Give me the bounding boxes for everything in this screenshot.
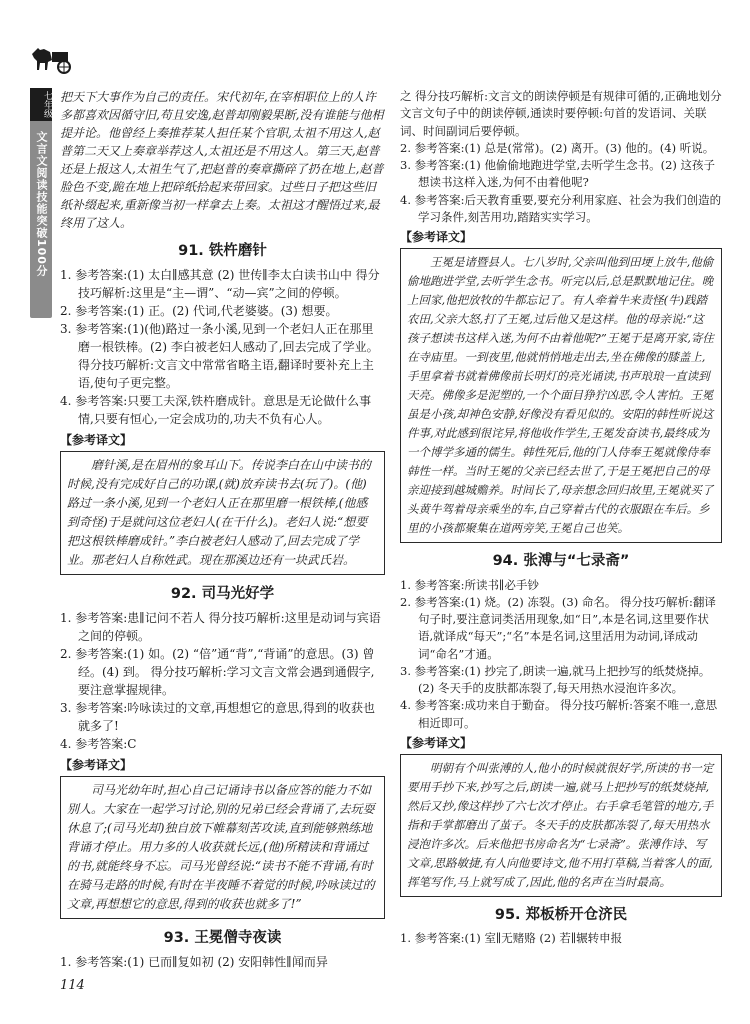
section-92-title: 92. 司马光好学 xyxy=(170,586,275,602)
answer-item: 4. 参考答案:只要工夫深,铁杵磨成针。意思是无论做什么事情,只要有恒心,一定会成功的,功夫不负有心人。 xyxy=(60,394,372,426)
series-title: 文言文阅读技能突破100分 xyxy=(35,131,48,277)
answer-item: 4. 参考答案:成功来自于勤奋。 得分技巧解析:答案不唯一,意思相近即可。 xyxy=(400,698,718,730)
grade-label: 七年级 xyxy=(30,88,52,121)
horse-carriage-logo-icon xyxy=(30,40,74,76)
translation-label: 【参考译文】 xyxy=(400,230,473,244)
section-91-title: 91. 铁杵磨针 xyxy=(178,243,267,259)
answer-item: 1. 参考答案:患∥记问不若人 得分技巧解析:这里是动词与宾语之间的停顿。 xyxy=(60,611,381,643)
translation-box: 王冕是诸暨县人。七八岁时,父亲叫他到田埂上放牛,他偷偷地跑进学堂,去听学生念书。听完以后,总是默默地记住。晚上回家,他把放牧的牛都忘记了。有人牵着牛来责怪(牛)践踏农田,父亲大怒,打了王冕,过后他又是这样。他的母亲说:“这孩子想读书这样入迷,为何不由着他呢?”王冕于是离开家,寄住在寺庙里。一到夜里,他就悄悄地走出去,坐在佛像的膝盖上,手里拿着书就着佛像前长明灯的亮光诵读,书声琅琅一直读到天亮。佛像多是泥塑的,一个个面目狰狞凶恶,令人害怕。王冕虽是小孩,却神色安静,好像没有看见似的。安阳的韩性听说这件事,对此感到很诧异,将他收作学生,王冕发奋读书,最终成为一个博学多通的儒生。韩性死后,他的门人侍奉王冕就像侍奉韩性一样。当时王冕的父亲已经去世了,于是王冕把自己的母亲迎接到越城赡养。时间长了,母亲想念回归故里,王冕就买了头黄牛驾着母亲乘坐的车,自己穿着古代的衣服跟在车后。乡里的小孩都聚集在道两旁笑,王冕自己也笑。 xyxy=(400,248,722,543)
answer-item: 4. 参考答案:后天教育重要,要充分利用家庭、社会为我们创造的学习条件,刻苦用功,踏踏实实学习。 xyxy=(400,192,722,224)
translation-label: 【参考译文】 xyxy=(400,735,473,750)
section-93-title: 93. 王冕僧寺夜读 xyxy=(163,930,282,946)
right-column xyxy=(400,88,722,948)
answer-item: 3. 参考答案:(1) 抄完了,朗读一遍,就马上把抄写的纸焚烧掉。(2) 冬天手的皮肤都冻裂了,每天用热水浸泡许多次。 xyxy=(400,663,711,695)
answer-item: 3. 参考答案:(1)(他)路过一条小溪,见到一个老妇人正在那里磨一根铁棒。(2) 李白被老妇人感动了,回去完成了学业。 得分技巧解析:文言文中常常省略主语,翻译时要补充上主语,使句子更完整。 xyxy=(60,322,379,390)
intro-translation: 把天下大事作为自己的责任。宋代初年,在宰相职位上的人许多都喜欢因循守旧,苟且安逸,赵普却刚毅果断,没有谁能与他相提并论。他曾经上奏推荐某人担任某个官职,太祖不用这人,赵普第二天又上奏章举荐这人,太祖还是不用这人。第三天,赵普还是上报这人,太祖生气了,把赵普的奏章撕碎了扔在地上,赵普脸色不变,跪在地上把碎纸拾起来带回家。过些日子把这些旧纸补缀起来,重新像当初一样拿去上奏。太祖这才醒悟过来,最终用了这人。 xyxy=(60,90,384,230)
answer-item: 3. 参考答案:吟咏读过的文章,再想想它的意思,得到的收获也就多了! xyxy=(60,701,375,733)
answer-item: 2. 参考答案:(1) 如。(2) “倍”通“背”,“背诵”的意思。(3) 曾经。(4) 到。 得分技巧解析:学习文言文常会遇到通假字,要注意掌握规律。 xyxy=(60,647,375,697)
left-column xyxy=(60,88,385,971)
translation-label: 【参考译文】 xyxy=(60,433,133,447)
section-95-title: 95. 郑板桥开仓济民 xyxy=(494,907,628,923)
answer-item: 1. 参考答案:(1) 室∥无赌赂 (2) 若∥辗转申报 xyxy=(400,931,623,946)
answer-item: 3. 参考答案:(1) 他偷偷地跑进学堂,去听学生念书。(2) 这孩子想读书这样入迷,为何不由着他呢? xyxy=(400,158,716,190)
answer-item: 1. 参考答案:(1) 太白∥感其意 (2) 世传∥李太白读书山中 得分技巧解析:这里是“主—谓”、“动—宾”之间的停顿。 xyxy=(60,268,380,300)
answer-item: 1. 参考答案:(1) 已而∥复如初 (2) 安阳韩性∥闻而异 xyxy=(60,955,328,969)
section-94-title: 94. 张溥与“七录斋” xyxy=(492,553,630,570)
translation-box: 磨针溪,是在眉州的象耳山下。传说李白在山中读书的时候,没有完成好自己的功课,(就)放弃读书去(玩了)。(他)路过一条小溪,见到一个老妇人正在那里磨一根铁棒,(他感到奇怪)于是就问这位老妇人(在干什么)。老妇人说:“想要把这根铁棒磨成针。”李白被老妇人感动了,回去完成了学业。那老妇人自称姓武。现在那溪边还有一块武氏岩。 xyxy=(60,451,385,575)
answer-item: 2. 参考答案:(1) 总是(常常)。(2) 离开。(3) 他的。(4) 听说。 xyxy=(400,140,715,155)
answer-item: 1. 参考答案:所读书∥必手钞 xyxy=(400,577,539,592)
translation-box: 明朝有个叫张溥的人,他小的时候就很好学,所读的书一定要用手抄下来,抄写之后,朗读一遍,就马上把抄写的纸焚烧掉,然后又抄,像这样抄了六七次才停止。右手拿毛笔管的地方,手指和手掌都磨出了茧子。冬天手的皮肤都冻裂了,每天用热水浸泡许多次。后来他把书房命名为“七录斋”。张溥作诗、写文章,思路敏捷,有人向他要诗文,他不用打草稿,当着客人的面,挥笔写作,马上就写成了,因此,他的名声在当时最高。 xyxy=(400,754,722,897)
answer-item: 之 得分技巧解析:文言文的朗读停顿是有规律可循的,正确地划分文言文句子中的朗读停顿,通读时要停顿:句首的发语词、关联词、时间副词后要停顿。 xyxy=(400,89,722,138)
page-number: 114 xyxy=(60,978,85,993)
answer-item: 2. 参考答案:(1) 烧。(2) 冻裂。(3) 命名。 得分技巧解析:翻译句子时,要注意词类活用现象,如“日”,本是名词,这里要作状语,就译成“每天”;“名”本是名词,这里活用为动词,译成动词“命名”才通。 xyxy=(400,594,716,661)
translation-box: 司马光幼年时,担心自己记诵诗书以备应答的能力不如别人。大家在一起学习讨论,别的兄弟已经会背诵了,去玩耍休息了;(司马光却)独自放下帷幕刻苦攻读,直到能够熟练地背诵才停止。用力多的人收获就长远,(他)所精读和背诵过的书,就能终身不忘。司马光曾经说:“读书不能不背诵,有时在骑马走路的时候,有时在半夜睡不着觉的时候,吟咏读过的文章,再想想它的意思,得到的收获也就多了!” xyxy=(60,776,385,919)
answer-item: 4. 参考答案:C xyxy=(60,737,137,751)
side-tab xyxy=(30,88,52,318)
translation-label: 【参考译文】 xyxy=(60,758,133,772)
answer-item: 2. 参考答案:(1) 正。(2) 代词,代老婆婆。(3) 想要。 xyxy=(60,304,338,318)
